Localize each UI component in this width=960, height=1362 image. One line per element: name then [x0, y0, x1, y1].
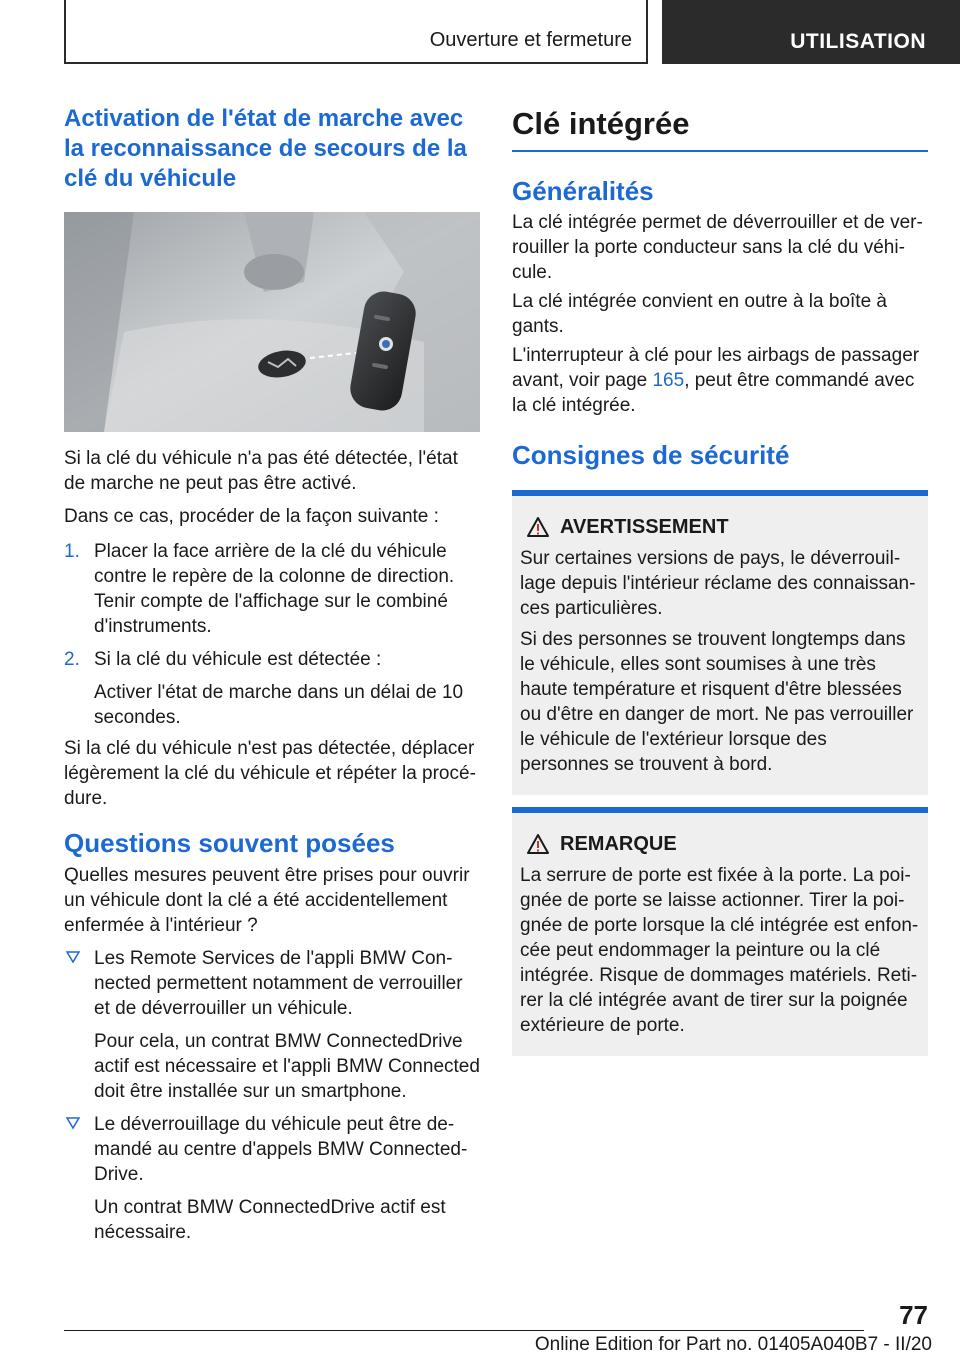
faq-answer-text: Pour cela, un contrat BMW ConnectedDrive actif est nécessaire et l'appli BMW Connected doit être installée sur un smartphone. — [94, 1031, 480, 1102]
triangle-bullet-icon — [66, 950, 80, 964]
general-paragraph-1: La clé intégrée permet de déverrouiller et de verrouiller la porte conducteur sans la clé du véhicule. — [512, 212, 923, 283]
warning-title-row — [526, 514, 920, 540]
procedure-steps — [64, 539, 480, 730]
safety-heading: Consignes de sécurité — [512, 440, 790, 470]
left-column — [64, 104, 480, 1245]
header-section-box — [64, 0, 648, 64]
emergency-activation-heading: Activation de l'état de marche avec la reconnaissance de secours de la clé du véhicule — [64, 105, 467, 192]
warning-box — [512, 490, 928, 795]
page-number: 77 — [899, 1300, 928, 1330]
airbag-switch-text: L'interrupteur à clé pour les airbags de passager avant, voir page — [512, 345, 920, 391]
faq-answer-item — [64, 1112, 480, 1245]
procedure-step — [64, 647, 480, 730]
key-on-steering-column-illustration — [64, 212, 480, 432]
airbag-switch-text-end: , peut être commandé avec la clé intégrée. — [512, 370, 915, 416]
general-paragraph-3 — [512, 343, 928, 418]
faq-question: Quelles mesures peuvent être prises pour ouvrir un véhicule dont la clé a été accidentellement enfermée à l'intérieur ? — [64, 865, 470, 936]
footer-divider — [64, 1330, 864, 1331]
step-text: Activer l'état de marche dans un délai de 10 secondes. — [94, 682, 464, 728]
right-column — [512, 104, 928, 1056]
notice-title: REMARQUE — [560, 833, 677, 855]
warning-title: AVERTISSEMENT — [560, 516, 729, 538]
notice-box — [512, 807, 928, 1056]
section-title: Ouverture et fermeture — [429, 29, 632, 51]
faq-answer-text: Un contrat BMW ConnectedDrive actif est nécessaire. — [94, 1197, 446, 1243]
procedure-step — [64, 539, 480, 639]
step-text: Si la clé du véhicule est détectée : — [94, 649, 382, 670]
faq-answer-text: Le déverrouillage du véhicule peut être demandé au centre d'appels BMW ConnectedDrive. — [94, 1114, 468, 1185]
chapter-tab — [662, 0, 960, 64]
faq-heading: Questions souvent posées — [64, 828, 395, 858]
edition-footer: Online Edition for Part no. 01405A040B7 - II/20 — [534, 1334, 932, 1355]
faq-answer-item — [64, 946, 480, 1104]
not-detected-paragraph: Si la clé du véhicule n'a pas été détectée, l'état de marche ne peut pas être activé. — [64, 448, 458, 494]
notice-title-row — [526, 831, 920, 857]
retry-paragraph: Si la clé du véhicule n'est pas détectée, déplacer légèrement la clé du véhicule et répéter la procédure. — [64, 738, 476, 809]
general-paragraph-2: La clé intégrée convient en outre à la boîte à gants. — [512, 291, 887, 337]
general-heading: Généralités — [512, 176, 654, 206]
triangle-bullet-icon — [66, 1116, 80, 1130]
steering-column-key-photo — [64, 212, 480, 432]
integrated-key-title: Clé intégrée — [512, 104, 928, 152]
step-text: Placer la face arrière de la clé du véhicule contre le repère de la colonne de direction. Tenir compte de l'affichage sur le combiné d'instruments. — [94, 541, 455, 637]
warning-triangle-icon — [526, 516, 550, 538]
faq-answer-text: Les Remote Services de l'appli BMW Connected permettent notamment de verrouiller et de déverrouiller un véhicule. — [94, 948, 463, 1019]
procedure-intro-paragraph: Dans ce cas, procéder de la façon suivante : — [64, 506, 439, 527]
warning-paragraph-2: Si des personnes se trouvent longtemps dans le véhicule, elles sont soumises à une très haute température et risquent d'être blessées ou d'être en danger de mort. Ne pas verrouiller le véhicule de l'extérieur lorsque des personnes se trouvent à bord. — [520, 629, 914, 775]
page-reference-link[interactable]: 165 — [652, 370, 685, 391]
warning-paragraph-1: Sur certaines versions de pays, le déverrouillage depuis l'intérieur réclame des connaissances particulières. — [520, 548, 916, 619]
faq-answers — [64, 946, 480, 1245]
chapter-title: UTILISATION — [790, 30, 926, 53]
step-number: 2. — [64, 649, 80, 670]
warning-triangle-icon — [526, 833, 550, 855]
notice-paragraph: La serrure de porte est fixée à la porte. La poignée de porte se laisse actionner. Tirer la poignée de porte lorsque la clé intégrée est enfoncée peut endommager la peinture ou la clé intégrée. Risque de dommages matériels. Retirer la clé intégrée avant de tirer sur la poignée extérieure de porte. — [520, 865, 919, 1036]
step-number: 1. — [64, 541, 80, 562]
